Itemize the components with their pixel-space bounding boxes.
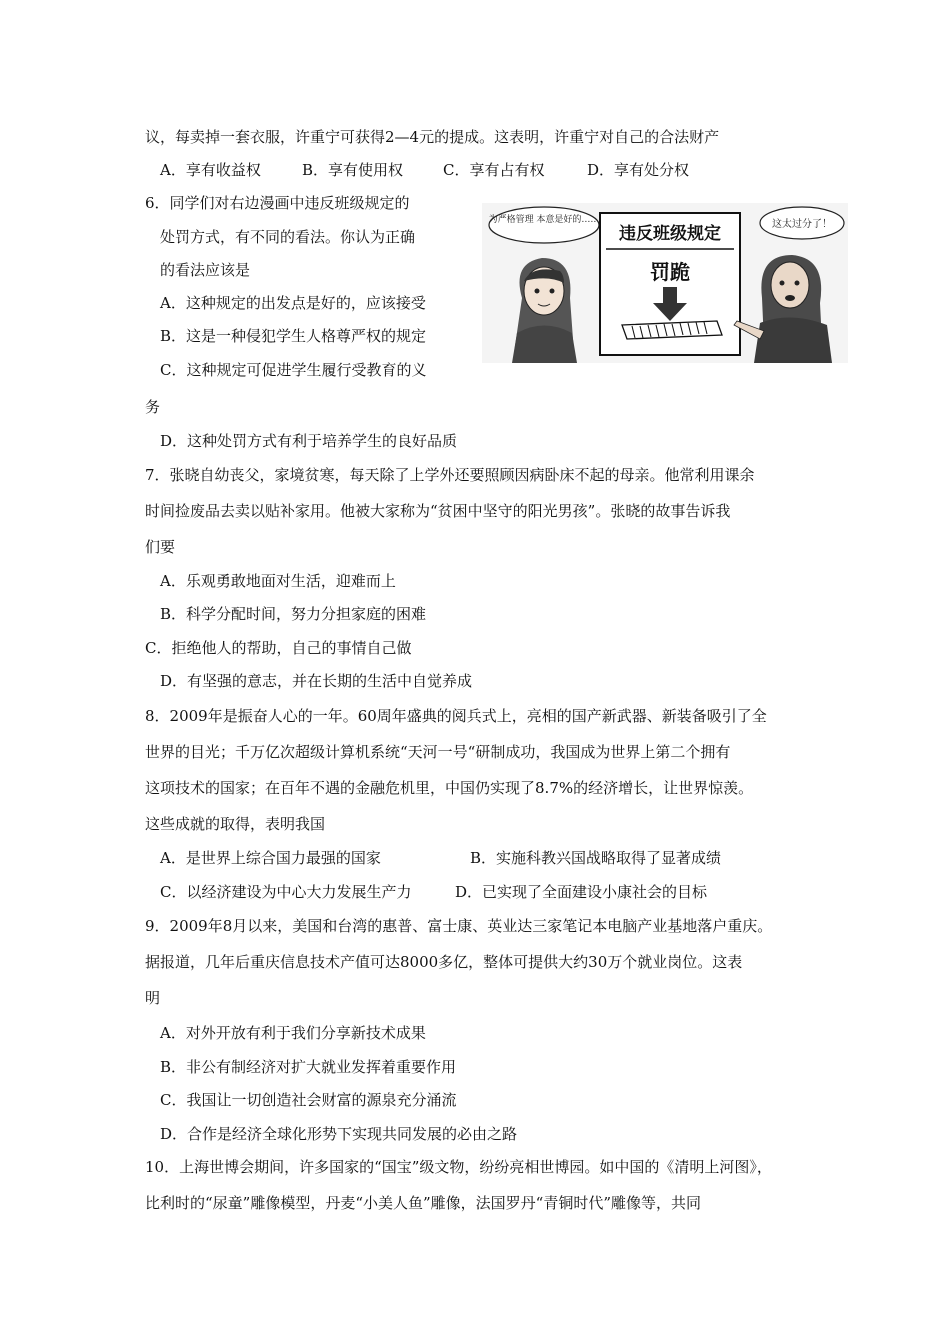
q5-option-a: A．享有收益权 [160, 161, 261, 179]
q8-option-c: C．以经济建设为中心大力发展生产力 [160, 883, 412, 901]
q8-stem-line-1: 8．2009年是振奋人心的一年。60周年盛典的阅兵式上，亮相的国产新武器、新装备吸引了全 [145, 707, 767, 725]
q5-option-b: B．享有使用权 [302, 161, 404, 179]
q8-option-b: B．实施科教兴国战略取得了显著成绩 [470, 849, 722, 867]
q9-option-b: B．非公有制经济对扩大就业发挥着重要作用 [160, 1058, 457, 1076]
q8-option-d: D．已实现了全面建设小康社会的目标 [455, 883, 708, 901]
q7-option-c: C．拒绝他人的帮助，自己的事情自己做 [145, 639, 412, 657]
q8-option-a: A．是世界上综合国力最强的国家 [160, 849, 381, 867]
q10-stem-line-1: 10．上海世博会期间，许多国家的“国宝”级文物，纷纷亮相世博园。如中国的《清明上河图》， [145, 1158, 772, 1176]
left-bubble-text: 为严格管理 本意是好的…… [488, 215, 600, 225]
q8-stem-line-3: 这项技术的国家；在百年不遇的金融危机里，中国仍实现了8.7%的经济增长，让世界惊羡。 [145, 779, 754, 797]
q10-stem-line-2: 比利时的“尿童”雕像模型，丹麦“小美人鱼”雕像，法国罗丹“青铜时代”雕像等，共同 [145, 1194, 702, 1212]
q5-option-c: C．享有占有权 [443, 161, 545, 179]
q6-option-d: D．这种处罚方式有利于培养学生的良好品质 [160, 432, 458, 450]
left-girl-figure [512, 258, 577, 363]
q6-stem-line-1: 6．同学们对右边漫画中违反班级规定的 [145, 194, 410, 212]
q6-option-a: A．这种规定的出发点是好的，应该接受 [160, 294, 426, 312]
q9-stem-line-2: 据报道，几年后重庆信息技术产值可达8000多亿，整体可提供大约30万个就业岗位。这表 [145, 953, 743, 971]
sign-title: 违反班级规定 [619, 224, 721, 244]
q7-option-b: B．科学分配时间，努力分担家庭的困难 [160, 605, 427, 623]
q5-stem-continuation: 议，每卖掉一套衣服，许重宁可获得2—4元的提成。这表明，许重宁对自己的合法财产 [145, 128, 720, 146]
q7-stem-line-1: 7．张晓自幼丧父，家境贫寒，每天除了上学外还要照顾因病卧床不起的母亲。他常利用课余 [145, 466, 755, 484]
q7-stem-line-3: 们要 [145, 538, 176, 556]
left-speech-bubble [489, 207, 599, 243]
q9-option-d: D．合作是经济全球化形势下实现共同发展的必由之路 [160, 1125, 518, 1143]
q8-stem-line-2: 世界的目光；千万亿次超级计算机系统“天河一号“研制成功，我国成为世界上第二个拥有 [145, 743, 731, 761]
q9-option-a: A．对外开放有利于我们分享新技术成果 [160, 1024, 426, 1042]
q7-option-d: D．有坚强的意志，并在长期的生活中自觉养成 [160, 672, 473, 690]
q6-option-c: C．这种规定可促进学生履行受教育的义 [160, 361, 427, 379]
q6-option-b: B．这是一种侵犯学生人格尊严权的规定 [160, 327, 427, 345]
right-bubble-text: 这太过分了！ [772, 219, 832, 230]
q7-stem-line-2: 时间捡废品去卖以贴补家用。他被大家称为“贫困中坚守的阳光男孩”。张晓的故事告诉我 [145, 502, 731, 520]
q9-stem-line-1: 9．2009年8月以来，美国和台湾的惠普、富士康、英业达三家笔记本电脑产业基地落户重庆。 [145, 917, 773, 935]
q6-stem-line-3: 的看法应该是 [160, 261, 251, 279]
q6-stem-line-2: 处罚方式，有不同的看法。你认为正确 [160, 228, 416, 246]
sign-text: 罚跪 [650, 260, 690, 284]
q9-stem-line-3: 明 [145, 989, 161, 1007]
q7-option-a: A．乐观勇敢地面对生活，迎难而上 [160, 572, 396, 590]
q9-option-c: C．我国让一切创造社会财富的源泉充分涌流 [160, 1091, 457, 1109]
q6-option-c-wrap: 务 [145, 398, 161, 416]
cartoon-illustration [482, 203, 848, 363]
q8-stem-line-4: 这些成就的取得，表明我国 [145, 815, 326, 833]
q5-option-d: D．享有处分权 [587, 161, 690, 179]
